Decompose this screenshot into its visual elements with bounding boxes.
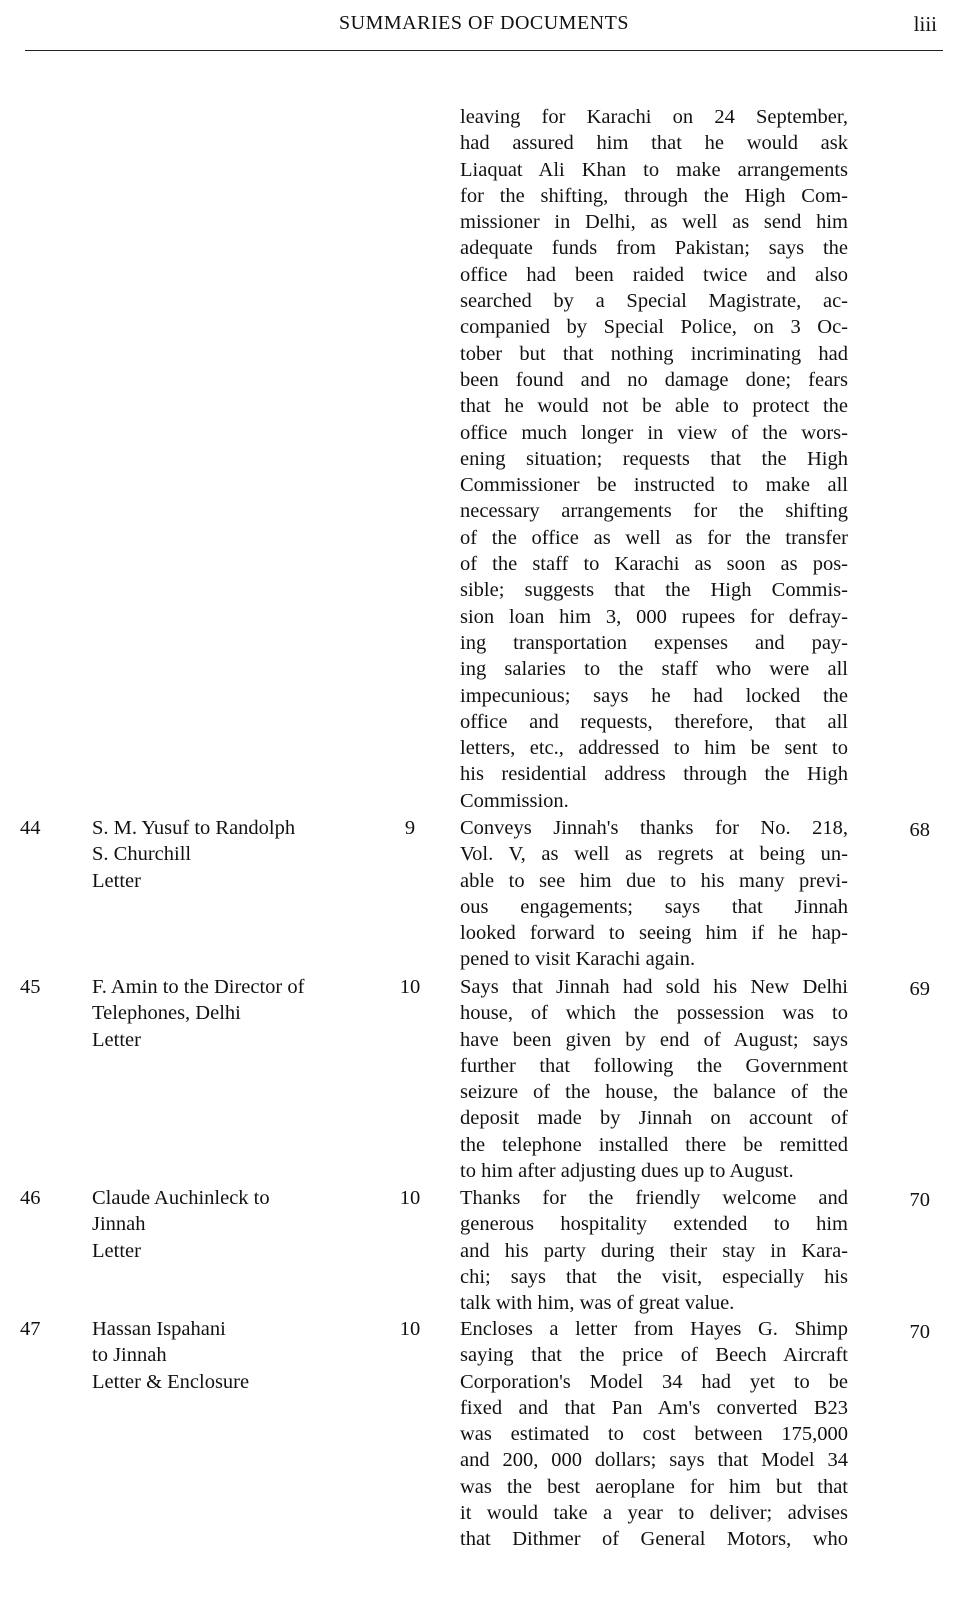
summary-line: deposit made by Jinnah on account of	[460, 1107, 848, 1130]
correspondent-line: Telephones, Delhi	[92, 1002, 241, 1025]
correspondent-line: Hassan Ispahani	[92, 1318, 226, 1340]
summary-line: office and requests, therefore, that all	[460, 710, 848, 733]
entry-page: 70	[909, 1321, 930, 1343]
summary-line: looked forward to seeing him if he hap-	[460, 922, 848, 945]
summary-line: was estimated to cost between 175,000	[460, 1423, 848, 1446]
summary-line: leaving for Karachi on 24 September,	[460, 106, 848, 128]
entry-summary	[460, 1185, 848, 1316]
summary-line: the telephone installed there be remitted	[460, 1133, 848, 1156]
summary-line: seizure of the house, the balance of the	[460, 1081, 848, 1104]
entry-summary	[460, 815, 848, 973]
summary-line: Vol. V, as well as regrets at being un-	[460, 843, 848, 866]
entry-date: 10	[399, 976, 421, 998]
summary-line: Commissioner be instructed to make all	[460, 474, 848, 497]
correspondent-line: to Jinnah	[92, 1344, 167, 1367]
summary-line: Liaquat Ali Khan to make arrangements	[460, 158, 848, 181]
correspondent-line: S. Churchill	[92, 843, 192, 866]
summary-line: companied by Special Police, on 3 Oc-	[460, 316, 848, 339]
summary-line: Conveys Jinnah's thanks for No. 218,	[460, 817, 848, 839]
summary-line: Says that Jinnah had sold his New Delhi	[460, 976, 848, 998]
summary-line: it would take a year to deliver; advises	[460, 1502, 848, 1525]
summary-line: been found and no damage done; fears	[460, 368, 848, 391]
correspondent-line: F. Amin to the Director of	[92, 976, 305, 998]
summary-line: Encloses a letter from Hayes G. Shimp	[460, 1318, 848, 1340]
page-number: liii	[913, 12, 937, 36]
summary-line: to him after adjusting dues up to August.	[460, 1160, 794, 1183]
entry-correspondents	[92, 815, 392, 894]
summary-line: had assured him that he would ask	[460, 132, 848, 155]
running-header	[25, 0, 943, 51]
entry-date: 10	[399, 1318, 421, 1340]
summary-line: for the shifting, through the High Com-	[460, 184, 848, 207]
continuation-summary	[460, 104, 848, 814]
summary-line: ing salaries to the staff who were all	[460, 658, 848, 681]
entry-number: 45	[20, 976, 41, 998]
entry-number: 46	[20, 1187, 41, 1209]
summary-line: sion loan him 3, 000 rupees for defray-	[460, 605, 848, 628]
summary-line: house, of which the possession was to	[460, 1002, 848, 1025]
document-type: Letter & Enclosure	[92, 1370, 250, 1393]
document-type: Letter	[92, 869, 141, 892]
entry-page: 69	[909, 978, 930, 1000]
summary-line: office had been raided twice and also	[460, 263, 848, 286]
summary-line: office much longer in view of the wors-	[460, 421, 848, 444]
entry-correspondents	[92, 974, 392, 1053]
summary-line: of the office as well as for the transfer	[460, 526, 848, 549]
entry-summary	[460, 1316, 848, 1553]
summary-line: tober but that nothing incriminating had	[460, 342, 848, 365]
entry-date: 10	[399, 1187, 421, 1209]
entry-summary	[460, 974, 848, 1184]
summary-line: and his party during their stay in Kara-	[460, 1239, 848, 1262]
summary-line: Commission.	[460, 789, 569, 812]
summary-line: chi; says that the visit, especially his	[460, 1265, 848, 1288]
correspondent-line: Jinnah	[92, 1213, 146, 1236]
summary-line: that he would not be able to protect the	[460, 395, 848, 418]
summary-line: ing transportation expenses and pay-	[460, 631, 848, 654]
entry-date: 9	[404, 817, 416, 839]
entry-number: 44	[20, 817, 41, 839]
entry-number: 47	[20, 1318, 41, 1340]
entry-page: 68	[909, 819, 930, 841]
correspondent-line: Claude Auchinleck to	[92, 1187, 270, 1209]
summary-line: pened to visit Karachi again.	[460, 948, 696, 971]
summary-line: have been given by end of August; says	[460, 1028, 848, 1051]
summary-line: ening situation; requests that the High	[460, 447, 848, 470]
summary-line: fixed and that Pan Am's converted B23	[460, 1396, 848, 1419]
summary-line: missioner in Delhi, as well as send him	[460, 211, 848, 234]
summary-line: letters, etc., addressed to him be sent to	[460, 737, 848, 760]
summary-line: necessary arrangements for the shifting	[460, 500, 848, 523]
summary-line: talk with him, was of great value.	[460, 1292, 735, 1315]
summary-line: ous engagements; says that Jinnah	[460, 895, 848, 918]
summary-line: Thanks for the friendly welcome and	[460, 1187, 848, 1209]
document-type: Letter	[92, 1028, 141, 1051]
summary-line: adequate funds from Pakistan; says the	[460, 237, 848, 260]
entry-correspondents	[92, 1185, 392, 1264]
summary-line: of the staff to Karachi as soon as pos-	[460, 553, 848, 576]
summary-line: generous hospitality extended to him	[460, 1213, 848, 1236]
page-title: SUMMARIES OF DOCUMENTS	[339, 12, 629, 34]
summary-line: further that following the Government	[460, 1054, 848, 1077]
summary-line: was the best aeroplane for him but that	[460, 1475, 848, 1498]
summary-line: Corporation's Model 34 had yet to be	[460, 1370, 848, 1393]
summary-line: his residential address through the High	[460, 763, 848, 786]
summary-line: saying that the price of Beech Aircraft	[460, 1344, 848, 1367]
correspondent-line: S. M. Yusuf to Randolph	[92, 817, 296, 839]
summary-line: and 200, 000 dollars; says that Model 34	[460, 1449, 848, 1472]
entry-correspondents	[92, 1316, 392, 1395]
document-type: Letter	[92, 1239, 141, 1262]
summary-line: sible; suggests that the High Commis-	[460, 579, 848, 602]
summary-line: impecunious; says he had locked the	[460, 684, 848, 707]
summary-line: that Dithmer of General Motors, who	[460, 1528, 848, 1551]
summary-line: able to see him due to his many previ-	[460, 869, 848, 892]
entry-page: 70	[909, 1189, 930, 1211]
summary-line: searched by a Special Magistrate, ac-	[460, 290, 848, 313]
